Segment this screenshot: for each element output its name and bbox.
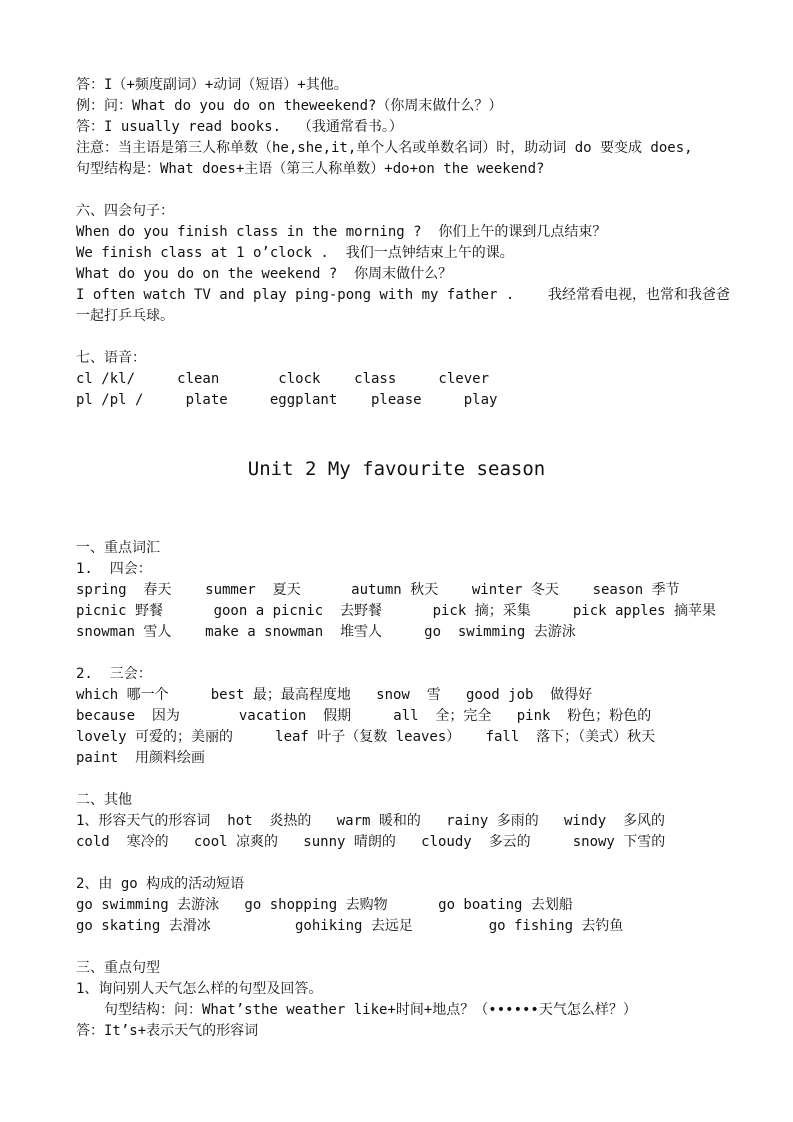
section-heading: 二、其他 xyxy=(76,792,132,808)
text-line: 2、由 go 构成的活动短语 xyxy=(76,876,245,892)
text-line: 注意：当主语是第三人称单数（he,she,it,单个人名或单数名词）时，助动词 do 要变成 does, xyxy=(76,140,693,156)
text-line: picnic 野餐 goon a picnic 去野餐 pick 摘；采集 pick apples 摘苹果 xyxy=(76,603,717,619)
text-line: go swimming 去游泳 go shopping 去购物 go boating 去划船 xyxy=(76,897,573,913)
text-line: We finish class at 1 o’clock . 我们一点钟结束上午的课。 xyxy=(76,245,514,261)
part-three xyxy=(76,958,736,1042)
text-line-indented: 句型结构：问：What’sthe weather like+时间+地点？（••••••天气怎么样？） xyxy=(104,1002,637,1018)
sub-heading: 2. 三会： xyxy=(76,666,152,682)
text-line: 答：I（+频度副词）+动词（短语）+其他。 xyxy=(76,77,348,93)
text-line: cold 寒冷的 cool 凉爽的 sunny 晴朗的 cloudy 多云的 snowy 下雪的 xyxy=(76,834,666,850)
section-heading: 六、四会句子： xyxy=(76,203,174,219)
text-line: which 哪一个 best 最；最高程度地 snow 雪 good job 做得好 xyxy=(76,687,593,703)
part-two xyxy=(76,790,736,937)
section-heading: 三、重点句型 xyxy=(76,960,160,976)
text-line: What do you do on the weekend ? 你周末做什么？ xyxy=(76,266,453,282)
sub-heading: 1. 四会： xyxy=(76,561,152,577)
text-line: cl /kl/ clean clock class clever xyxy=(76,371,490,387)
text-line: go skating 去滑冰 gohiking 去远足 go fishing 去钓鱼 xyxy=(76,918,624,934)
part-one xyxy=(76,538,736,769)
document-page xyxy=(76,75,736,1042)
intro-block xyxy=(76,75,736,180)
unit-title: Unit 2 My favourite season xyxy=(247,458,546,480)
text-line: spring 春天 summer 夏天 autumn 秋天 winter 冬天 season 季节 xyxy=(76,582,680,598)
section-heading: 一、重点词汇 xyxy=(76,540,160,556)
text-line: 1、形容天气的形容词 hot 炎热的 warm 暖和的 rainy 多雨的 windy 多风的 xyxy=(76,813,666,829)
text-line: 一起打乒乓球。 xyxy=(76,308,174,324)
text-line: 1、询问别人天气怎么样的句型及回答。 xyxy=(76,981,323,997)
text-line: When do you finish class in the morning ? 你们上午的课到几点结束？ xyxy=(76,224,607,240)
text-line: lovely 可爱的；美丽的 leaf 叶子（复数 leaves） fall 落下；（美式）秋天 xyxy=(76,729,656,745)
section-heading: 七、语音： xyxy=(76,350,146,366)
text-line: 答：I usually read books. （我通常看书。） xyxy=(76,119,403,135)
text-line: because 因为 vacation 假期 all 全；完全 pink 粉色；粉色的 xyxy=(76,708,652,724)
text-line: pl /pl / plate eggplant please play xyxy=(76,392,498,408)
text-line: 答：It’s+表示天气的形容词 xyxy=(76,1023,259,1039)
text-line: 例：问：What do you do on theweekend?（你周末做什么？） xyxy=(76,98,503,114)
text-line: snowman 雪人 make a snowman 堆雪人 go swimming 去游泳 xyxy=(76,624,576,640)
section-six xyxy=(76,201,736,327)
text-line: 句型结构是：What does+主语（第三人称单数）+do+on the weekend? xyxy=(76,161,545,177)
text-line: paint 用颜料绘画 xyxy=(76,750,206,766)
text-line: I often watch TV and play ping-pong with my father . 我经常看电视，也常和我爸爸 xyxy=(76,287,731,303)
section-seven xyxy=(76,348,736,411)
